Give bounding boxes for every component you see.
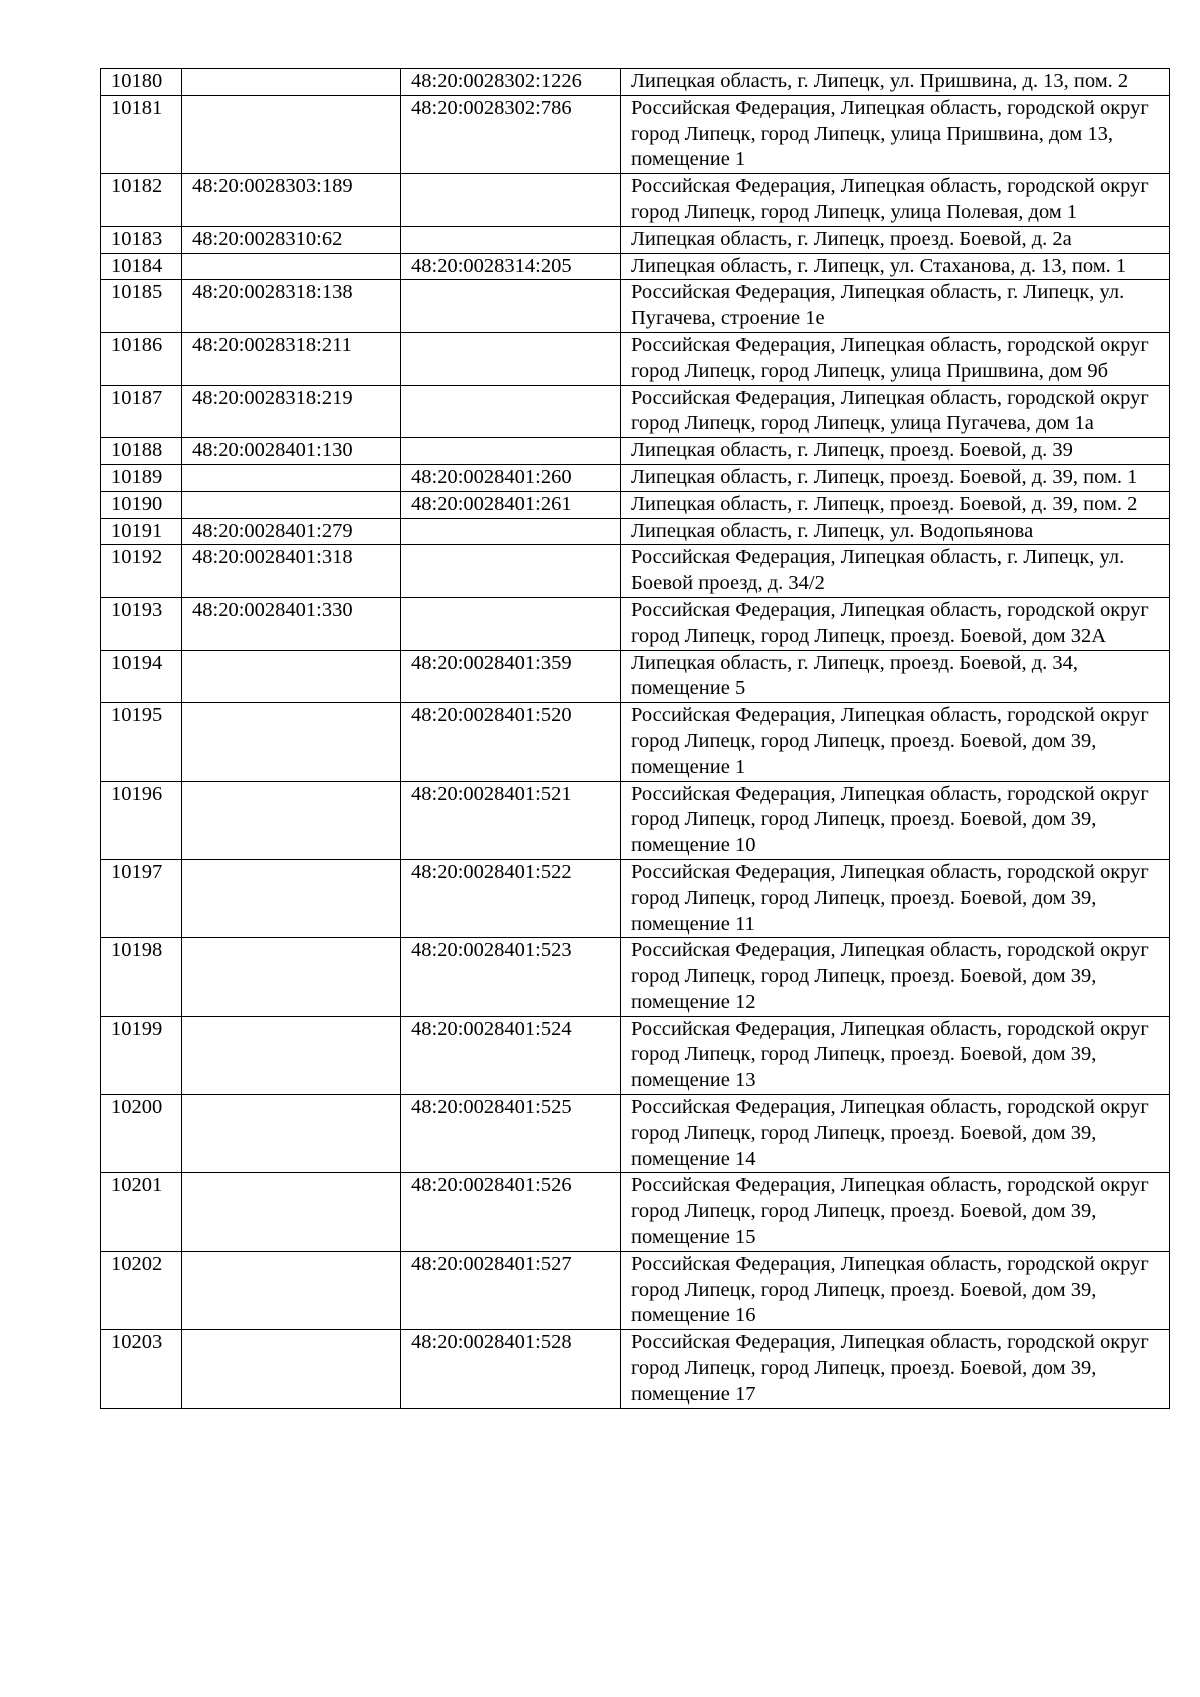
address-cell: Российская Федерация, Липецкая область, городской округ город Липецк, город Липецк, улица Пришвина, дом 9б [621,332,1170,385]
land-cadastral-number-cell: 48:20:0028318:219 [182,385,401,438]
address-cell: Российская Федерация, Липецкая область, г. Липецк, ул. Боевой проезд, д. 34/2 [621,545,1170,598]
table-row [101,781,1170,859]
land-cadastral-number-cell: 48:20:0028318:138 [182,280,401,333]
row-number-cell: 10199 [101,1016,182,1094]
table-row [101,545,1170,598]
address-cell: Липецкая область, г. Липецк, ул. Водопьянова [621,518,1170,545]
row-number-cell: 10188 [101,438,182,465]
land-cadastral-number-cell [182,1251,401,1329]
row-number-cell: 10187 [101,385,182,438]
row-number-cell: 10195 [101,703,182,781]
row-number-cell: 10203 [101,1330,182,1408]
row-number-cell: 10192 [101,545,182,598]
object-cadastral-number-cell: 48:20:0028401:526 [401,1173,621,1251]
table-row [101,253,1170,280]
row-number-cell: 10183 [101,226,182,253]
address-cell: Российская Федерация, Липецкая область, городской округ город Липецк, город Липецк, проезд. Боевой, дом 39, помещение 15 [621,1173,1170,1251]
table-row [101,597,1170,650]
land-cadastral-number-cell: 48:20:0028401:330 [182,597,401,650]
table-row [101,174,1170,227]
table-row [101,385,1170,438]
land-cadastral-number-cell [182,1173,401,1251]
land-cadastral-number-cell [182,253,401,280]
object-cadastral-number-cell: 48:20:0028401:524 [401,1016,621,1094]
land-cadastral-number-cell: 48:20:0028401:130 [182,438,401,465]
address-cell: Российская Федерация, Липецкая область, г. Липецк, ул. Пугачева, строение 1е [621,280,1170,333]
address-cell: Липецкая область, г. Липецк, ул. Пришвина, д. 13, пом. 2 [621,69,1170,96]
object-cadastral-number-cell: 48:20:0028401:527 [401,1251,621,1329]
land-cadastral-number-cell [182,1330,401,1408]
row-number-cell: 10186 [101,332,182,385]
land-cadastral-number-cell: 48:20:0028401:318 [182,545,401,598]
object-cadastral-number-cell: 48:20:0028401:359 [401,650,621,703]
table-row [101,491,1170,518]
table-row [101,1016,1170,1094]
address-cell: Липецкая область, г. Липецк, проезд. Боевой, д. 2а [621,226,1170,253]
address-cell: Липецкая область, г. Липецк, проезд. Боевой, д. 39 [621,438,1170,465]
registry-table [100,68,1170,1409]
row-number-cell: 10193 [101,597,182,650]
object-cadastral-number-cell: 48:20:0028302:786 [401,95,621,173]
object-cadastral-number-cell: 48:20:0028401:522 [401,859,621,937]
table-row [101,1330,1170,1408]
row-number-cell: 10185 [101,280,182,333]
object-cadastral-number-cell: 48:20:0028401:528 [401,1330,621,1408]
land-cadastral-number-cell [182,95,401,173]
table-row [101,518,1170,545]
address-cell: Российская Федерация, Липецкая область, городской округ город Липецк, город Липецк, проезд. Боевой, дом 32А [621,597,1170,650]
land-cadastral-number-cell: 48:20:0028310:62 [182,226,401,253]
object-cadastral-number-cell [401,438,621,465]
object-cadastral-number-cell [401,280,621,333]
table-row [101,703,1170,781]
table-row [101,859,1170,937]
table-row [101,1251,1170,1329]
row-number-cell: 10197 [101,859,182,937]
object-cadastral-number-cell [401,597,621,650]
object-cadastral-number-cell: 48:20:0028401:261 [401,491,621,518]
table-row [101,95,1170,173]
address-cell: Российская Федерация, Липецкая область, городской округ город Липецк, город Липецк, проезд. Боевой, дом 39, помещение 11 [621,859,1170,937]
address-cell: Российская Федерация, Липецкая область, городской округ город Липецк, город Липецк, проезд. Боевой, дом 39, помещение 1 [621,703,1170,781]
address-cell: Липецкая область, г. Липецк, ул. Стаханова, д. 13, пом. 1 [621,253,1170,280]
address-cell: Российская Федерация, Липецкая область, городской округ город Липецк, город Липецк, улица Пугачева, дом 1а [621,385,1170,438]
address-cell: Российская Федерация, Липецкая область, городской округ город Липецк, город Липецк, проезд. Боевой, дом 39, помещение 12 [621,938,1170,1016]
row-number-cell: 10190 [101,491,182,518]
address-cell: Российская Федерация, Липецкая область, городской округ город Липецк, город Липецк, проезд. Боевой, дом 39, помещение 17 [621,1330,1170,1408]
row-number-cell: 10182 [101,174,182,227]
land-cadastral-number-cell [182,1095,401,1173]
row-number-cell: 10194 [101,650,182,703]
land-cadastral-number-cell: 48:20:0028401:279 [182,518,401,545]
object-cadastral-number-cell: 48:20:0028401:523 [401,938,621,1016]
land-cadastral-number-cell [182,703,401,781]
address-cell: Российская Федерация, Липецкая область, городской округ город Липецк, город Липецк, проезд. Боевой, дом 39, помещение 14 [621,1095,1170,1173]
land-cadastral-number-cell: 48:20:0028318:211 [182,332,401,385]
object-cadastral-number-cell [401,332,621,385]
row-number-cell: 10191 [101,518,182,545]
row-number-cell: 10184 [101,253,182,280]
table-row [101,938,1170,1016]
object-cadastral-number-cell: 48:20:0028401:260 [401,464,621,491]
address-cell: Российская Федерация, Липецкая область, городской округ город Липецк, город Липецк, улица Пришвина, дом 13, помещение 1 [621,95,1170,173]
table-row [101,1095,1170,1173]
object-cadastral-number-cell [401,226,621,253]
table-row [101,280,1170,333]
object-cadastral-number-cell: 48:20:0028314:205 [401,253,621,280]
land-cadastral-number-cell [182,491,401,518]
address-cell: Российская Федерация, Липецкая область, городской округ город Липецк, город Липецк, проезд. Боевой, дом 39, помещение 16 [621,1251,1170,1329]
table-row [101,650,1170,703]
land-cadastral-number-cell [182,859,401,937]
address-cell: Российская Федерация, Липецкая область, городской округ город Липецк, город Липецк, проезд. Боевой, дом 39, помещение 13 [621,1016,1170,1094]
land-cadastral-number-cell [182,464,401,491]
land-cadastral-number-cell [182,938,401,1016]
row-number-cell: 10196 [101,781,182,859]
table-row [101,464,1170,491]
land-cadastral-number-cell: 48:20:0028303:189 [182,174,401,227]
object-cadastral-number-cell [401,518,621,545]
land-cadastral-number-cell [182,781,401,859]
object-cadastral-number-cell [401,385,621,438]
row-number-cell: 10180 [101,69,182,96]
table-row [101,226,1170,253]
row-number-cell: 10189 [101,464,182,491]
address-cell: Российская Федерация, Липецкая область, городской округ город Липецк, город Липецк, проезд. Боевой, дом 39, помещение 10 [621,781,1170,859]
registry-table-body [101,69,1170,1409]
table-row [101,1173,1170,1251]
row-number-cell: 10201 [101,1173,182,1251]
address-cell: Липецкая область, г. Липецк, проезд. Боевой, д. 34, помещение 5 [621,650,1170,703]
row-number-cell: 10181 [101,95,182,173]
object-cadastral-number-cell: 48:20:0028401:520 [401,703,621,781]
table-row [101,332,1170,385]
row-number-cell: 10198 [101,938,182,1016]
row-number-cell: 10200 [101,1095,182,1173]
object-cadastral-number-cell: 48:20:0028401:525 [401,1095,621,1173]
land-cadastral-number-cell [182,1016,401,1094]
address-cell: Липецкая область, г. Липецк, проезд. Боевой, д. 39, пом. 1 [621,464,1170,491]
table-row [101,69,1170,96]
object-cadastral-number-cell [401,545,621,598]
object-cadastral-number-cell: 48:20:0028401:521 [401,781,621,859]
object-cadastral-number-cell: 48:20:0028302:1226 [401,69,621,96]
address-cell: Российская Федерация, Липецкая область, городской округ город Липецк, город Липецк, улица Полевая, дом 1 [621,174,1170,227]
address-cell: Липецкая область, г. Липецк, проезд. Боевой, д. 39, пом. 2 [621,491,1170,518]
land-cadastral-number-cell [182,69,401,96]
row-number-cell: 10202 [101,1251,182,1329]
table-row [101,438,1170,465]
object-cadastral-number-cell [401,174,621,227]
land-cadastral-number-cell [182,650,401,703]
